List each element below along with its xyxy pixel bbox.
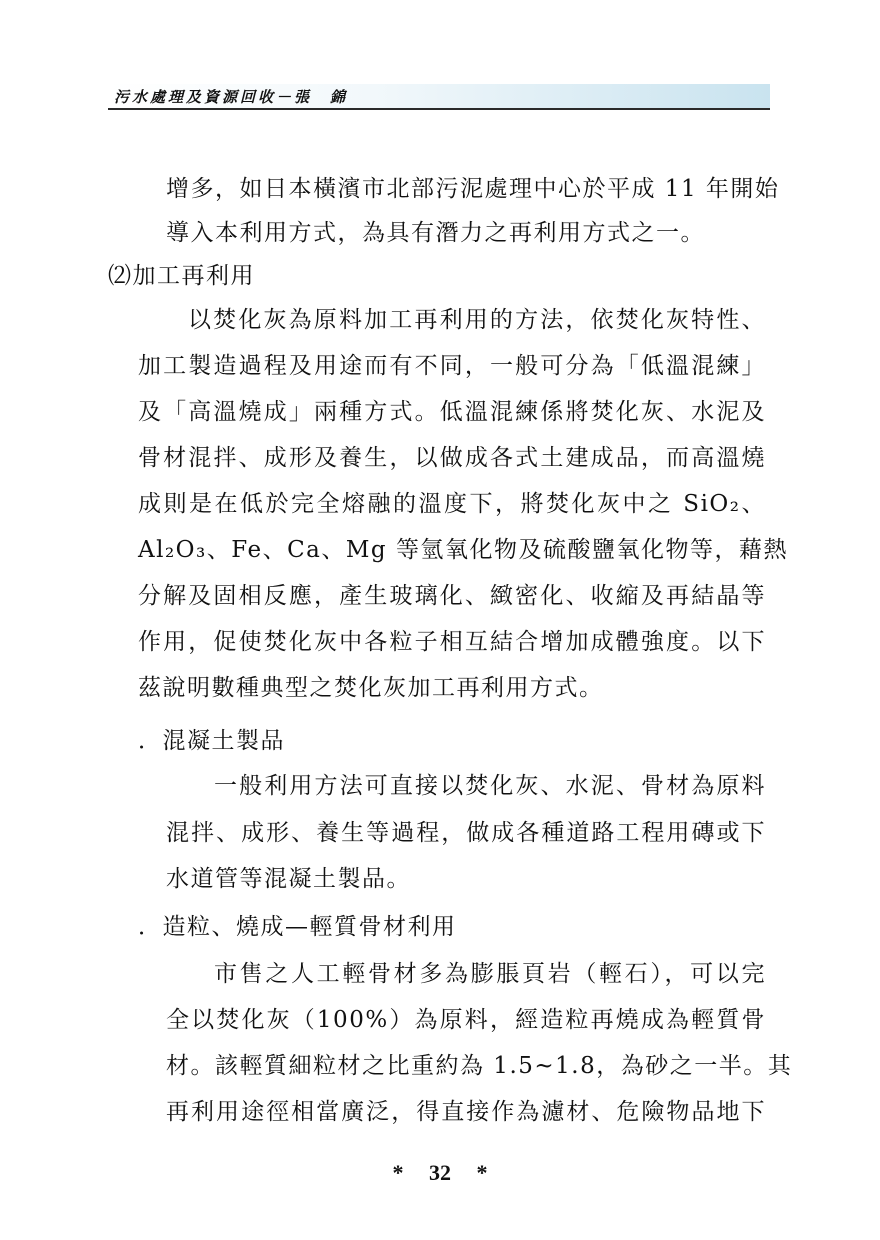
body-line-11: 作用，促使焚化灰中各粒子相互結合增加成體強度。以下 <box>138 629 766 655</box>
header-title: 污水處理及資源回收－張 錦 <box>114 88 349 106</box>
page-footer <box>0 1160 880 1186</box>
footer-star-left: * <box>392 1160 404 1185</box>
body-line-5: 加工製造過程及用途而有不同，一般可分為「低溫混練」 <box>138 353 766 379</box>
body-line-19: 全以焚化灰（100%）為原料，經造粒再燒成為輕質骨 <box>166 1007 766 1033</box>
running-header <box>108 84 770 110</box>
body-line-12: 茲說明數種典型之焚化灰加工再利用方式。 <box>138 675 604 701</box>
body-line-7: 骨材混拌、成形及養生，以做成各式土建成品，而高溫燒 <box>138 445 766 471</box>
footer-star-right: * <box>476 1160 488 1185</box>
body-line-20: 材。該輕質細粒材之比重約為 1.5~1.8，為砂之一半。其 <box>166 1053 793 1079</box>
body-line-1: 增多，如日本橫濱市北部污泥處理中心於平成 11 年開始 <box>166 176 780 202</box>
body-line-6: 及「高溫燒成」兩種方式。低溫混練係將焚化灰、水泥及 <box>138 399 766 425</box>
body-line-16: 水道管等混凝土製品。 <box>166 866 411 892</box>
body-line-21: 再利用途徑相當廣泛，得直接作為濾材、危險物品地下 <box>166 1099 766 1125</box>
body-line-8: 成則是在低於完全熔融的溫度下，將焚化灰中之 SiO₂、 <box>138 491 766 517</box>
body-line-2: 導入本利用方式，為具有潛力之再利用方式之一。 <box>166 220 705 246</box>
body-line-10: 分解及固相反應，產生玻璃化、緻密化、收縮及再結晶等 <box>138 583 766 609</box>
page-number: 32 <box>429 1160 451 1185</box>
bullet-concrete-products: ．混凝土製品 <box>138 728 285 754</box>
body-line-4: 以焚化灰為原料加工再利用的方法，依焚化灰特性、 <box>188 307 766 333</box>
body-line-14: 一般利用方法可直接以焚化灰、水泥、骨材為原料 <box>214 773 766 799</box>
body-line-18: 市售之人工輕骨材多為膨脹頁岩（輕石），可以完 <box>214 961 766 987</box>
section-heading: ⑵加工再利用 <box>108 263 255 289</box>
body-line-15: 混拌、成形、養生等過程，做成各種道路工程用磚或下 <box>166 820 766 846</box>
bullet-lightweight-aggregate: ．造粒、燒成—輕質骨材利用 <box>138 914 457 940</box>
body-line-9: Al₂O₃、Fe、Ca、Mg 等氫氧化物及硫酸鹽氧化物等，藉熱 <box>138 537 788 563</box>
